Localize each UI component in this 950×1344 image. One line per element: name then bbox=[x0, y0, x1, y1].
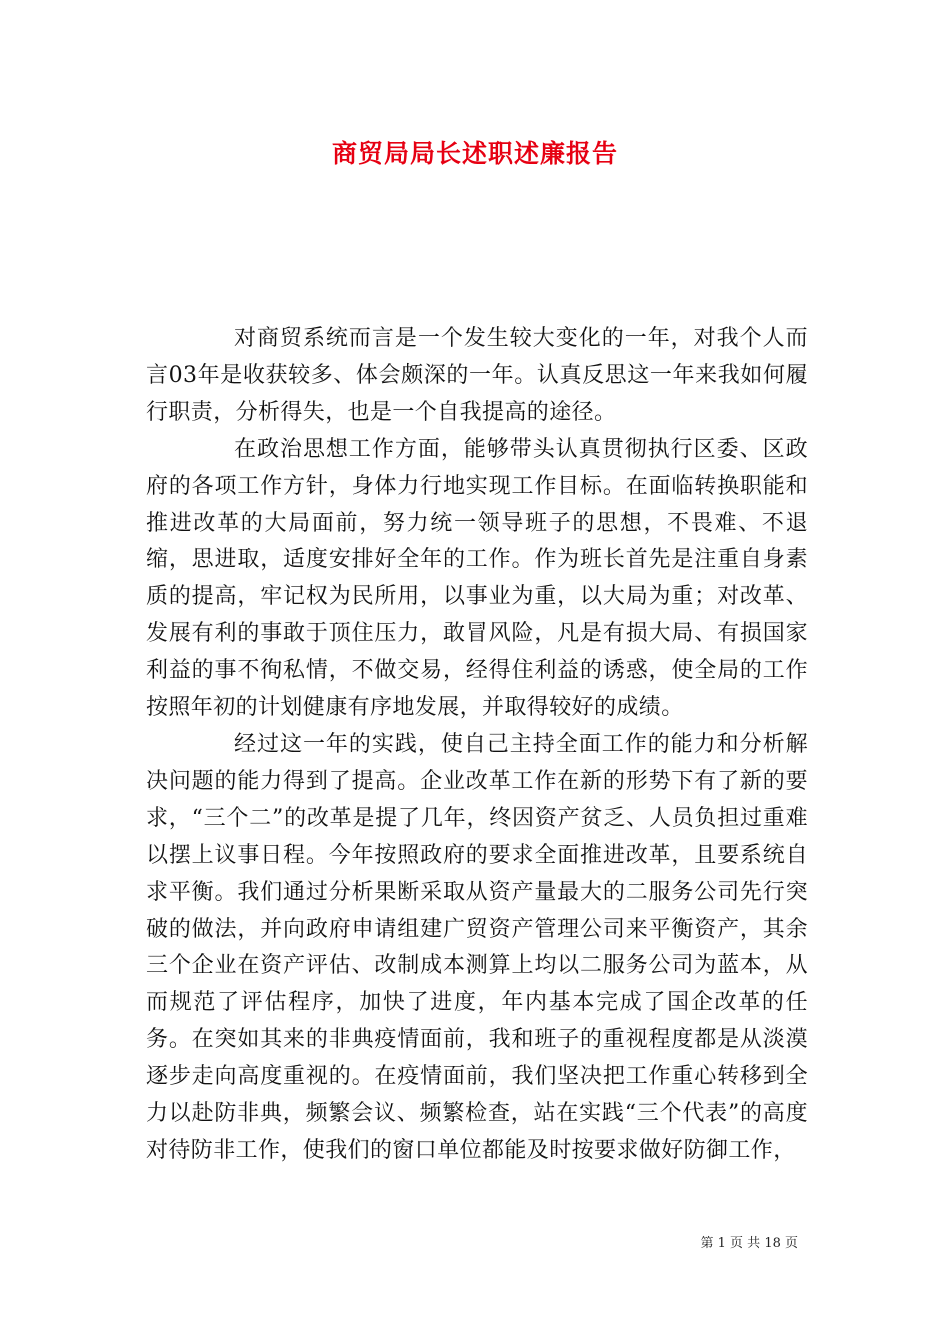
page-number: 第 1 页 共 18 页 bbox=[700, 1236, 798, 1251]
paragraph-intro: 对商贸系统而言是一个发生较大变化的一年，对我个人而言03年是收获较多、体会颇深的一年。认真反思这一年来我如何履行职责，分析得失，也是一个自我提高的途径。 bbox=[146, 326, 808, 425]
paragraph-political-work: 在政治思想工作方面，能够带头认真贯彻执行区委、区政府的各项工作方针，身体力行地实现工作目标。在面临转换职能和推进改革的大局面前，努力统一领导班子的思想，不畏难、不退缩，思进取，适度安排好全年的工作。作为班长首先是注重自身素质的提高，牢记权为民所用，以事业为重，以大局为重；对改革、发展有利的事敢于顶住压力，敢冒风险，凡是有损大局、有损国家利益的事不徇私情，不做交易，经得住利益的诱惑，使全局的工作按照年初的计划健康有序地发展，并取得较好的成绩。 bbox=[146, 436, 808, 721]
document-body bbox=[146, 321, 808, 1170]
document-title: 商贸局局长述职述廉报告 bbox=[331, 139, 618, 168]
paragraph-practice: 经过这一年的实践，使自己主持全面工作的能力和分析解决问题的能力得到了提高。企业改革工作在新的形势下有了新的要求，“三个二”的改革是提了几年，终因资产贫乏、人员负担过重难以摆上议事日程。今年按照政府的要求全面推进改革，且要系统自求平衡。我们通过分析果断采取从资产量最大的二服务公司先行突破的做法，并向政府申请组建广贸资产管理公司来平衡资产，其余三个企业在资产评估、改制成本测算上均以二服务公司为蓝本，从而规范了评估程序，加快了进度，年内基本完成了国企改革的任务。在突如其来的非典疫情面前，我和班子的重视程度都是从淡漠逐步走向高度重视的。在疫情面前，我们坚决把工作重心转移到全力以赴防非典，频繁会议、频繁检查，站在实践“三个代表”的高度对待防非工作，使我们的窗口单位都能及时按要求做好防御工作， bbox=[146, 731, 808, 1163]
